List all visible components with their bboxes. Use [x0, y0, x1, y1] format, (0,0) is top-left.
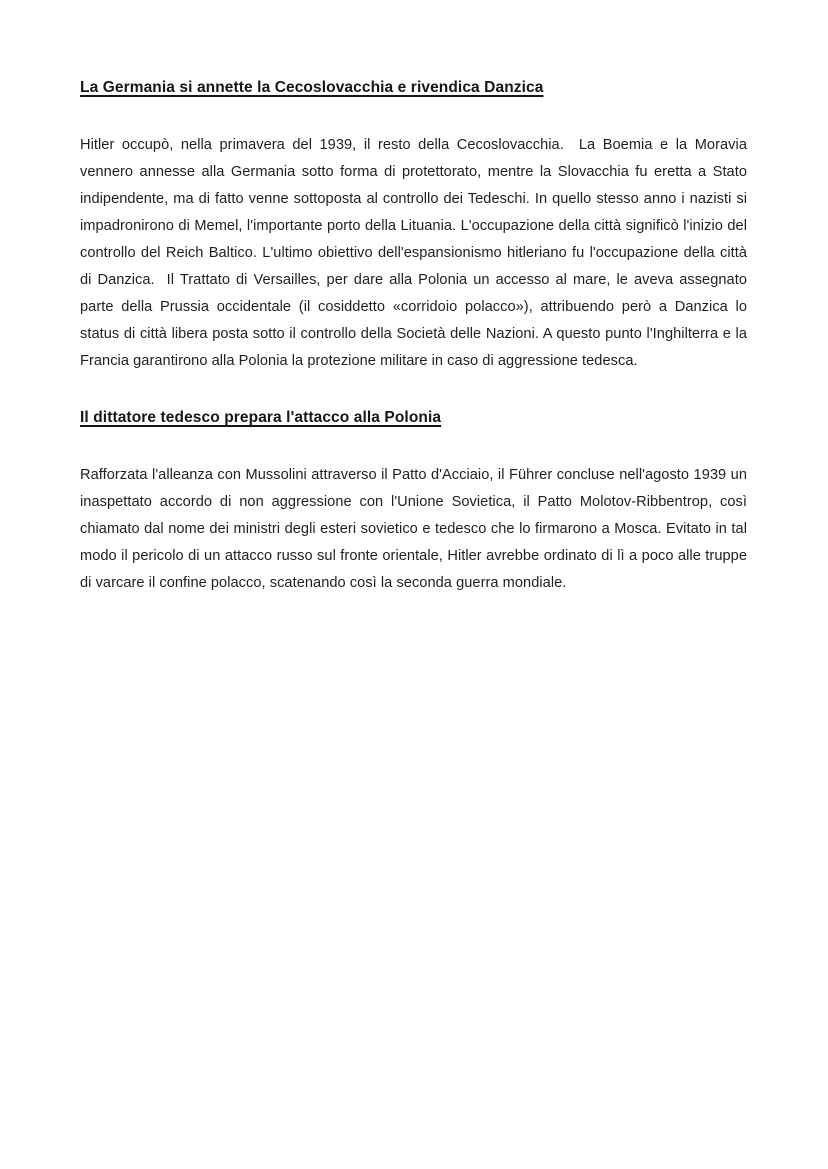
document-section-annessione-cecoslovacchia: [80, 78, 752, 375]
section-paragraph: Rafforzata l'alleanza con Mussolini attraverso il Patto d'Acciaio, il Führer concluse nell'agosto 1939 un inaspettato accordo di non aggressione con l'Unione Sovietica, il Patto Molotov-Ribbentrop, così chiamato dal nome dei ministri degli esteri sovietico e tedesco che lo firmarono a Mosca. Evitato in tal modo il pericolo di un attacco russo sul fronte orientale, Hitler avrebbe ordinato di lì a poco alle truppe di varcare il confine polacco, scatenando così la seconda guerra mondiale.: [80, 467, 752, 591]
section-paragraph: Hitler occupò, nella primavera del 1939, il resto della Cecoslovacchia. La Boemia e la Moravia vennero annesse alla Germania sotto forma di protettorato, mentre la Slovacchia fu eretta a Stato indipendente, ma di fatto venne sottoposta al controllo dei Tedeschi. In quello stesso anno i nazisti si impadronirono di Memel, l'importante porto della Lituania. L'occupazione della città significò l'inizio del controllo del Reich Baltico. L'ultimo obiettivo dell'espansionismo hitleriano fu l'occupazione della città di Danzica. Il Trattato di Versailles, per dare alla Polonia un accesso al mare, le aveva assegnato parte della Prussia occidentale (il cosiddetto «corridoio polacco»), attribuendo però a Danzica lo status di città libera posta sotto il controllo della Società delle Nazioni. A questo punto l'Inghilterra e la Francia garantirono alla Polonia la protezione militare in caso di aggressione tedesca.: [80, 137, 752, 369]
section-heading: La Germania si annette la Cecoslovacchia e rivendica Danzica: [80, 79, 544, 96]
document-section-attacco-polonia: [80, 408, 752, 597]
document-page: [80, 78, 752, 630]
section-heading: Il dittatore tedesco prepara l'attacco alla Polonia: [80, 409, 442, 426]
